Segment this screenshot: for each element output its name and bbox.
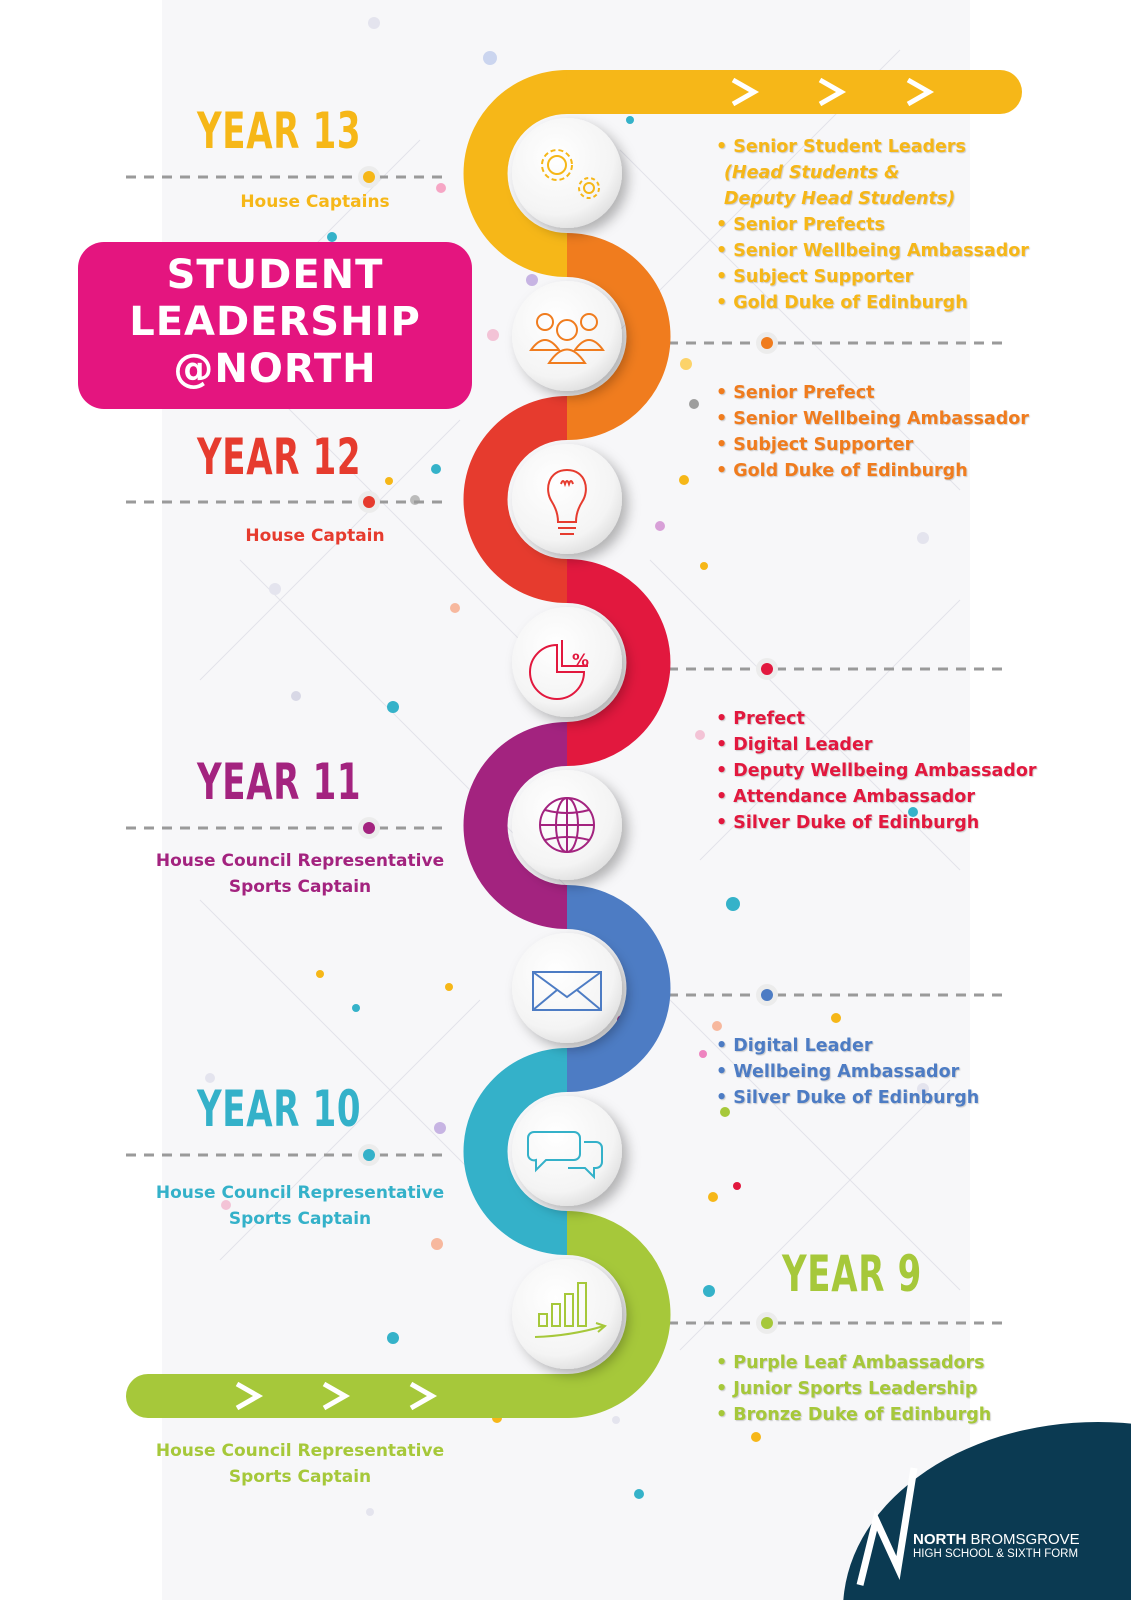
year-10-heading: YEAR 10 [197,1080,362,1138]
list-item: • Wellbeing Ambassador [716,1062,960,1082]
year-13-subtitle: House Captains [240,192,390,212]
list-item: • Purple Leaf Ambassadors [716,1353,985,1373]
list-item: • Subject Supporter [716,435,914,455]
year-10-subtitle: House Council Representative Sports Captain [155,1183,445,1229]
title-line-2: LEADERSHIP [129,299,421,345]
list-item: (Head Students & [724,163,900,183]
year-9-subtitle: House Council Representative Sports Captain [155,1441,445,1487]
globe-icon [540,798,594,852]
list-item: • Silver Duke of Edinburgh [716,1088,980,1108]
list-item: • Attendance Ambassador [716,787,975,807]
list-item: • Deputy Wellbeing Ambassador [716,761,1037,781]
logo-subtitle: HIGH SCHOOL & SIXTH FORM [913,1548,1079,1560]
list-item: • Prefect [716,709,805,729]
year-12-subtitle: House Captain [245,526,385,546]
year-11-heading: YEAR 11 [197,753,362,811]
year-9-roles-list [716,1350,991,1428]
list-item: • Senior Student Leaders [716,137,966,157]
year-11-roles-list [716,706,1036,836]
svg-text:%: % [572,651,590,671]
logo-name-bold: NORTH [913,1531,967,1548]
list-item: • Junior Sports Leadership [716,1379,978,1399]
year-9-heading: YEAR 9 [782,1245,922,1303]
list-item: • Subject Supporter [716,267,914,287]
list-item: • Digital Leader [716,1036,873,1056]
year-11-subtitle: House Council Representative Sports Captain [155,851,445,897]
year-12-roles-list [716,380,1029,484]
list-item: Deputy Head Students) [724,189,956,209]
title-line-3: @NORTH [173,346,377,392]
list-item: • Silver Duke of Edinburgh [716,813,980,833]
list-item: • Senior Wellbeing Ambassador [716,409,1029,429]
year-13-roles-list [716,134,1029,316]
logo-name-rest: BROMSGROVE [966,1531,1080,1548]
list-item: • Senior Wellbeing Ambassador [716,241,1029,261]
year-10-roles-list [716,1033,979,1111]
school-logo-text [913,1532,1080,1561]
title-badge [78,242,472,409]
year-12-heading: YEAR 12 [197,428,362,486]
list-item: • Gold Duke of Edinburgh [716,461,968,481]
list-item: • Gold Duke of Edinburgh [716,293,968,313]
list-item: • Senior Prefect [716,383,875,403]
year-13-heading: YEAR 13 [197,102,362,160]
list-item: • Bronze Duke of Edinburgh [716,1405,992,1425]
list-item: • Senior Prefects [716,215,885,235]
title-line-1: STUDENT [166,252,384,298]
list-item: • Digital Leader [716,735,873,755]
